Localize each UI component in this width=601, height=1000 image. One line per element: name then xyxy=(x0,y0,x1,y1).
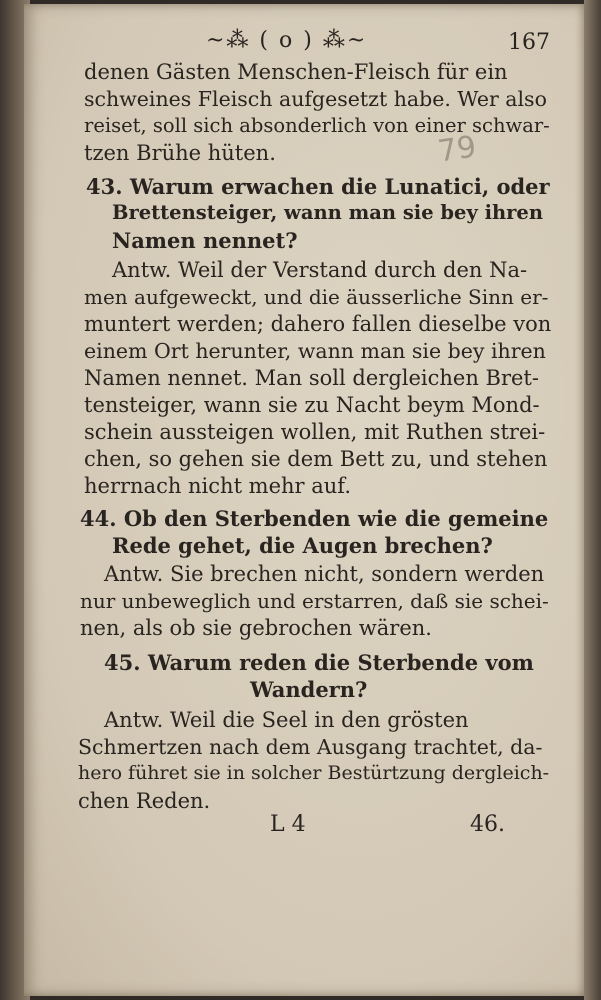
question-heading: Brettensteiger, wann man sie bey ihren xyxy=(112,201,544,224)
pencil-annotation: 79 xyxy=(435,129,479,170)
text-line: chen Reden. xyxy=(78,789,211,813)
catchword: 46. xyxy=(470,812,505,837)
text-line: tensteiger, wann sie zu Nacht beym Mond- xyxy=(84,393,540,417)
text-line: denen Gästen Menschen-Fleisch für ein xyxy=(84,60,508,84)
text-line: Namen nennet. Man soll dergleichen Bret- xyxy=(84,366,539,390)
question-heading: 43. Warum erwachen die Lunatici, oder xyxy=(86,174,550,199)
question-heading: 45. Warum reden die Sterbende vom xyxy=(104,650,534,675)
page-number: 167 xyxy=(508,30,550,55)
text-line: Schmertzen nach dem Ausgang trachtet, da- xyxy=(78,735,543,759)
page-edge xyxy=(584,0,601,1000)
text-line: muntert werden; dahero fallen dieselbe von xyxy=(84,312,552,336)
text-line: nur unbeweglich und erstarren, daß sie schei- xyxy=(80,589,549,613)
text-line: Antw. Weil die Seel in den grösten xyxy=(104,708,469,732)
text-line: Antw. Weil der Verstand durch den Na- xyxy=(112,258,528,282)
text-line: schein aussteigen wollen, mit Ruthen strei- xyxy=(84,420,546,444)
question-heading: 44. Ob den Sterbenden wie die gemeine xyxy=(80,506,549,531)
text-line: hero führet sie in solcher Bestürtzung dergleich- xyxy=(78,762,550,784)
text-line: Antw. Sie brechen nicht, sondern werden xyxy=(104,562,545,586)
question-heading: Rede gehet, die Augen brechen? xyxy=(112,533,493,558)
text-line: reiset, soll sich absonderlich von einer schwar- xyxy=(84,114,550,137)
text-line: schweines Fleisch aufgesetzt habe. Wer also xyxy=(84,87,547,111)
text-line: men aufgeweckt, und die äusserliche Sinn er- xyxy=(84,285,549,309)
question-heading: Wandern? xyxy=(250,677,368,702)
text-line: herrnach nicht mehr auf. xyxy=(84,474,352,498)
header-ornament: ~⁂ ( o ) ⁂~ xyxy=(206,28,368,53)
question-heading: Namen nennet? xyxy=(112,228,298,253)
signature-mark: L 4 xyxy=(270,812,306,837)
text-line: einem Ort herunter, wann man sie bey ihren xyxy=(84,339,546,363)
text-line: nen, als ob sie gebrochen wären. xyxy=(80,616,432,640)
text-line: tzen Brühe hüten. xyxy=(84,141,276,165)
text-line: chen, so gehen sie dem Bett zu, und stehen xyxy=(84,447,548,471)
